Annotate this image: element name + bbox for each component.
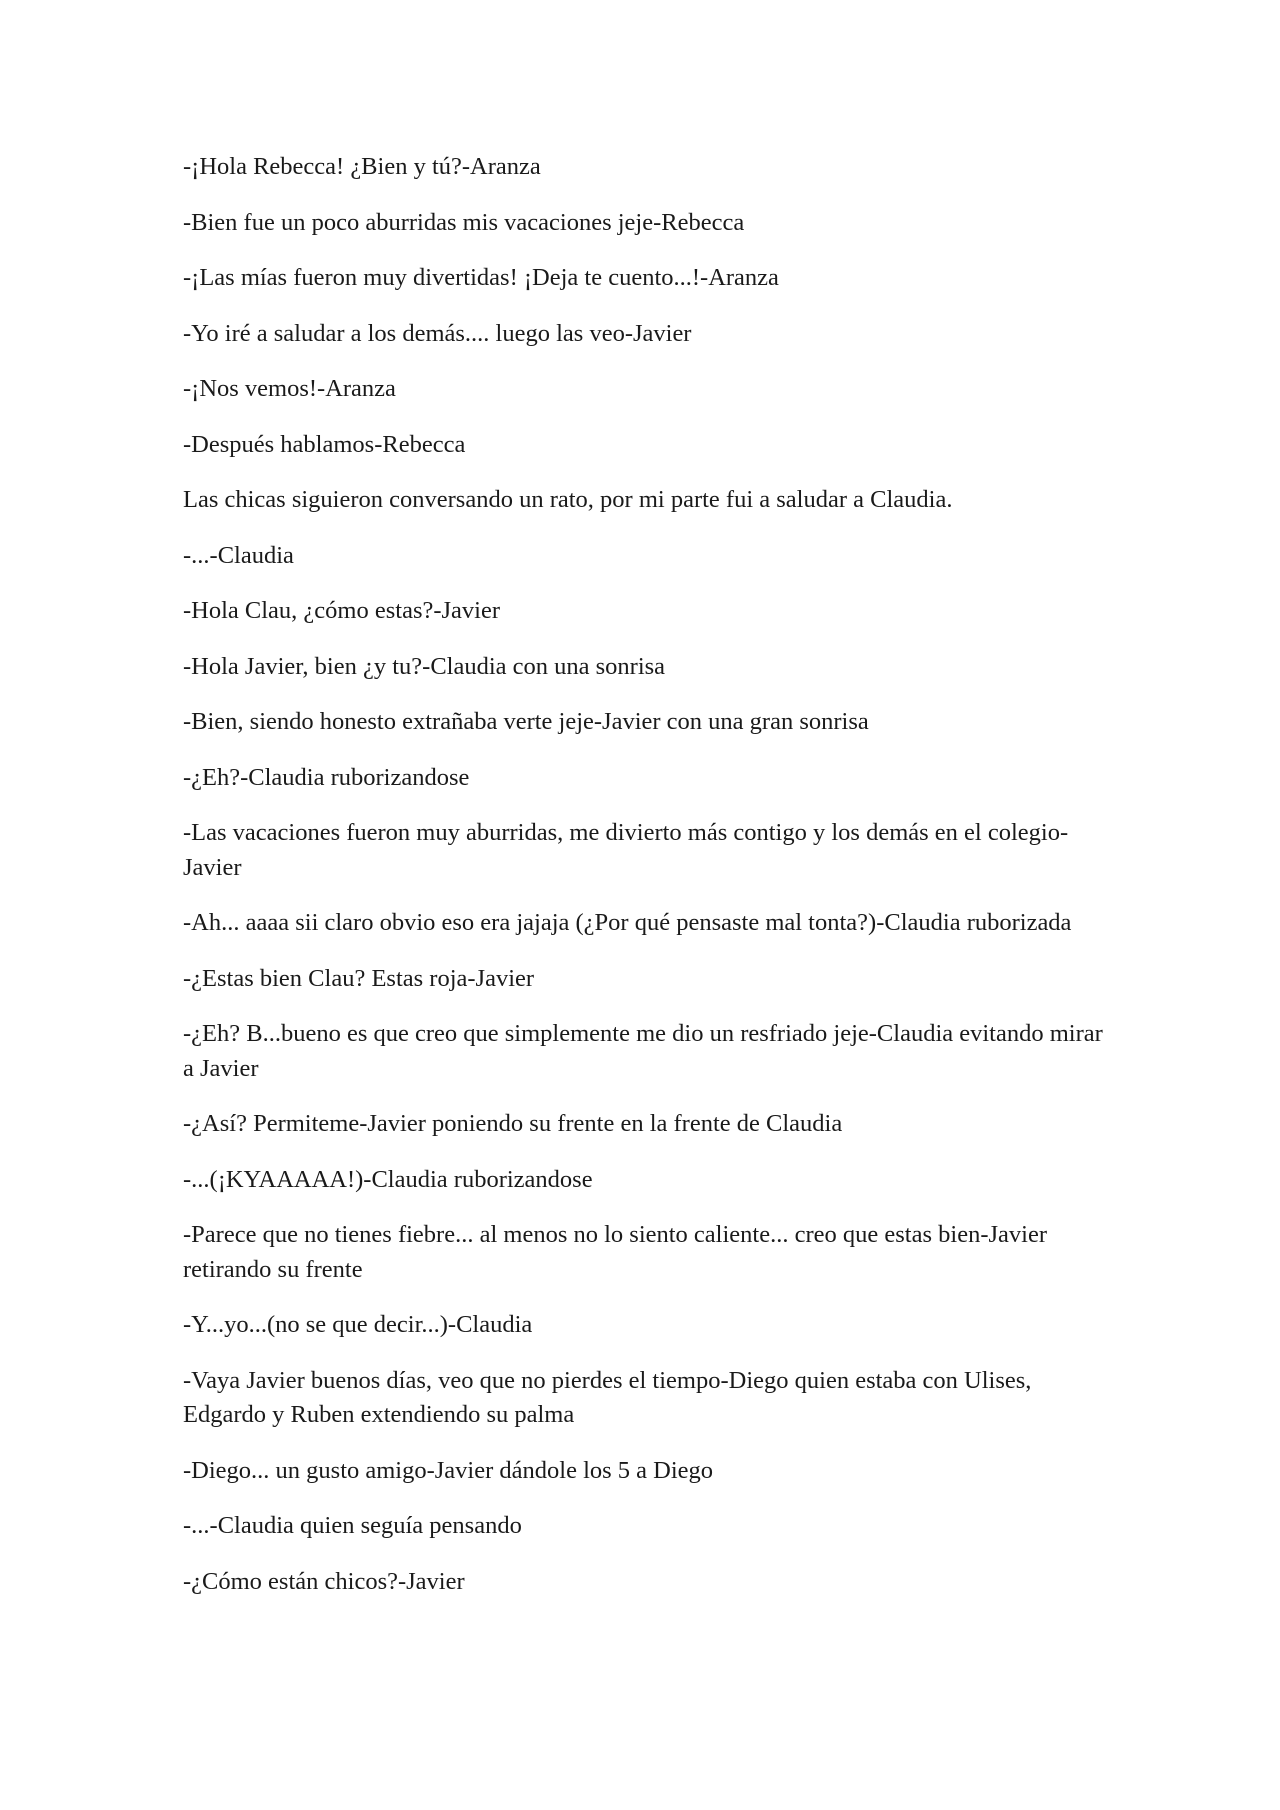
- paragraph: -¿Cómo están chicos?-Javier: [183, 1567, 465, 1595]
- paragraph: -¿Eh? B...bueno es que creo que simplemente me dio un resfriado jeje-Claudia evitando mirar a Javier: [183, 1020, 1103, 1082]
- paragraph: -...-Claudia: [183, 541, 294, 569]
- paragraph: -Hola Javier, bien ¿y tu?-Claudia con una sonrisa: [183, 652, 666, 680]
- paragraph: -Las vacaciones fueron muy aburridas, me divierto más contigo y los demás en el colegio-Javier: [183, 819, 1069, 881]
- paragraph: -...(¡KYAAAAA!)-Claudia ruborizandose: [183, 1165, 593, 1193]
- paragraph: -¿Así? Permiteme-Javier poniendo su frente en la frente de Claudia: [183, 1110, 843, 1137]
- paragraph: -¡Las mías fueron muy divertidas! ¡Deja te cuento...!-Aranza: [183, 264, 779, 291]
- paragraph: -Parece que no tienes fiebre... al menos no lo siento caliente... creo que estas bien-Javier retirando su frente: [183, 1221, 1047, 1283]
- paragraph: -Bien, siendo honesto extrañaba verte jeje-Javier con una gran sonrisa: [183, 708, 869, 735]
- paragraph: -Y...yo...(no se que decir...)-Claudia: [183, 1311, 533, 1338]
- paragraph: -Bien fue un poco aburridas mis vacaciones jeje-Rebecca: [183, 208, 745, 236]
- paragraph: -Ah... aaaa sii claro obvio eso era jajaja (¿Por qué pensaste mal tonta?)-Claudia ruborizada: [183, 909, 1072, 936]
- paragraph: -Yo iré a saludar a los demás.... luego las veo-Javier: [183, 319, 692, 347]
- paragraph: -¿Eh?-Claudia ruborizandose: [183, 763, 470, 791]
- paragraph: -¿Estas bien Clau? Estas roja-Javier: [183, 964, 535, 992]
- paragraph: -Después hablamos-Rebecca: [183, 430, 466, 458]
- paragraph: -¡Hola Rebecca! ¿Bien y tú?-Aranza: [183, 153, 541, 180]
- paragraph: -Vaya Javier buenos días, veo que no pierdes el tiempo-Diego quien estaba con Ulises, Edgardo y Ruben extendiendo su palma: [183, 1366, 1032, 1428]
- paragraph: -...-Claudia quien seguía pensando: [183, 1512, 522, 1539]
- paragraph: -¡Nos vemos!-Aranza: [183, 375, 396, 402]
- paragraph: -Diego... un gusto amigo-Javier dándole los 5 a Diego: [183, 1456, 714, 1484]
- paragraph: -Hola Clau, ¿cómo estas?-Javier: [183, 597, 501, 624]
- paragraph: Las chicas siguieron conversando un rato, por mi parte fui a saludar a Claudia.: [183, 486, 953, 513]
- story-text: [183, 150, 1113, 1620]
